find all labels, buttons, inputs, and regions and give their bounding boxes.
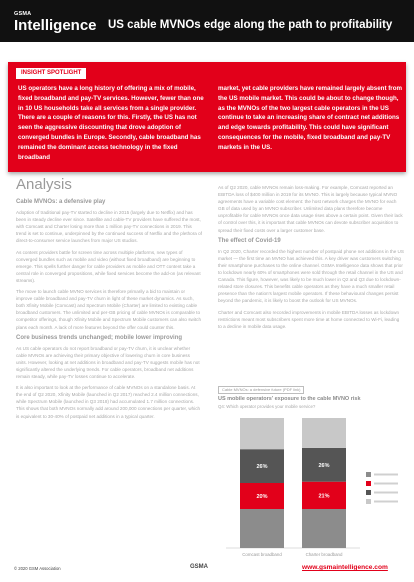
paragraph: Charter and Comcast also recorded improvements in mobile EBITDA losses as lockdown restrictions meant most subscribers spent more time at home connected to Wi-Fi, leading to a decline in mobile data usage. — [218, 309, 400, 329]
section-heading: Cable MVNOs: a defensive play — [16, 199, 106, 205]
paragraph: As of Q2 2020, cable MVNOs remain loss-making. For example, Comcast reported an EBITDA loss of $400 million in 2019 for its MVNO. This is largely because typical MVNO agreements have a variable cost element: the host network charges the MVNO for each GB of data used by an MVNO subscriber. Unlimited data plans therefore become unprofitable for cable MVNOs once data usage rises above a certain point. Given their lack of control over this, it is important that cable MVNOs can devote subscriber acquisition to spread their fixed costs over a larger customer base. — [218, 185, 403, 233]
paragraph: As US cable operators do not report broadband or pay-TV churn, it is unclear whether cable MVNOs are achieving their primary objective of lowering churn in core business units. However, looking at net additions in broadband and pay-TV suggests mobile has not significantly altered the underlying trends. For cable operators, broadband net additions remain steady, while pay-TV losses continue to accelerate. — [16, 345, 200, 380]
paragraph: The move to launch cable MVNO services is therefore primarily a bid to maintain or improve cable broadband and pay-TV churn in light of these market dynamics. As such, both Xfinity Mobile (Comcast) and Spectrum Mobile (Charter) are limited to existing cable broadband customers. The unlimited and per-GB pricing of cable MVNOs is comparable to competitor offerings, though Xfinity Mobile and Spectrum Mobile customers can also switch plans each month. A lack of more features beyond the offer could counter this. — [16, 289, 202, 330]
bar-segment — [302, 418, 346, 448]
legend-swatch — [366, 481, 371, 486]
analysis-left-column — [16, 196, 202, 424]
category-label: Comcast broadband — [242, 552, 282, 557]
data-label: 20% — [256, 494, 268, 500]
data-label: 26% — [318, 462, 330, 469]
report-header — [0, 0, 414, 42]
data-label: 26% — [256, 464, 268, 471]
brand-logo: Intelligence — [14, 17, 97, 34]
paragraph: It is also important to look at the performance of cable MVNOs on a standalone basis. At the end of Q2 2020, Xfinity Mobile (launched in Q2 2017) reached 2.4 million connections, while Spectrum Mobile (launched in Q3 2018) had accumulated 1.7 million connections. This shows that both MVNOs normally add around 200,000 connections per quarter, which is equivalent to 30-40% of postpaid net additions in a typical quarter. — [16, 385, 201, 419]
bar-segment — [302, 509, 346, 548]
figure-subtitle: Q4: Which operator provides your mobile service? — [218, 404, 316, 409]
data-label: 21% — [318, 493, 330, 500]
footer-logo: GSMA — [190, 564, 208, 570]
legend-swatch — [366, 499, 371, 504]
analysis-right-column — [218, 184, 404, 334]
spotlight-text-right: market, yet cable providers have remained largely absent from the US mobile market. This could be about to change though, as the MVNOs of the two largest cable operators in the US continue to take an increasing share of contract net additions and edge towards profitability. This could have significant consequences for the mobile, fixed broadband and pay-TV markets in the US. — [218, 85, 402, 151]
bar-segment — [240, 509, 284, 548]
section-heading: Core business trends unchanged; mobile lower improving — [16, 334, 183, 341]
analysis-heading: Analysis — [16, 176, 72, 193]
legend-swatch — [366, 472, 371, 477]
spotlight-text-left: US operators have a long history of offering a mix of mobile, fixed broadband and pay-TV services. However, fewer than one in 10 US households take all services from a single provider. There are a couple of reasons for this. Firstly, the US has not seen the aggressive discounting that drove adoption of converged bundles in Europe. Secondly, cable broadband has remained the dominant access technology in the fixed broadband — [18, 85, 204, 161]
paragraph: In Q2 2020, Charter recorded the highest number of postpaid phone net additions in the US market — the first time an MVNO has achieved this. A key driver was customers switching their smartphone purchases to the online channel. GSMA Intelligence data shows that prior to lockdown nearly 60% of smartphones were sold through the retail channel in the US and Canada. This figure, however, was likely to be much lower in Q2 and Q3 due to lockdown-related store closures. This benefits cable operators as they have a much smaller retail presence than the nation's largest mobile operators. If these behavioural changes persist beyond the pandemic, it is likely to boost the outlook for US MVNOs. — [218, 248, 404, 304]
copyright: © 2020 GSM Association — [14, 566, 61, 571]
brand-small: GSMA — [14, 11, 32, 17]
section-heading: The effect of Covid-19 — [218, 237, 281, 244]
legend-swatch — [366, 490, 371, 495]
figure-label[interactable]: Cable MVNOs: a defensive future (PDF link) — [218, 386, 304, 394]
bar-segment — [240, 418, 284, 449]
category-label: Charter broadband — [305, 552, 343, 557]
legend-label — [374, 492, 398, 494]
paragraph: Adoption of traditional pay-TV started to decline in 2015 (largely due to Netflix) and has been in steady decline ever since. Satellite and cable-TV providers have suffered the most, with Comcast and Charter losing more than 1 million pay-TV connections in 2019. This trend is set to continue, underpinned by the continued success of Netflix and the plethora of direct-to-consumer service launches from major US studios. — [16, 210, 202, 244]
legend-label — [374, 483, 398, 485]
paragraph: As content providers battle for screen time across multiple platforms, new types of converged bundles such as mobile and video (without fixed broadband) are beginning to emerge. This spells further danger for cable providers as mobile and OTT content take a central role in converged propositions, while fixed services become the add-on (as relevant streams). — [16, 249, 201, 283]
report-title: US cable MVNOs edge along the path to profitability — [108, 19, 393, 31]
stacked-bar-chart — [218, 412, 404, 562]
website-link[interactable]: www.gsmaintelligence.com — [302, 564, 388, 571]
spotlight-tag: INSIGHT SPOTLIGHT — [16, 68, 86, 79]
figure-title: US mobile operators' exposure to the cable MVNO risk — [218, 396, 361, 402]
legend-label — [374, 474, 398, 476]
legend-label — [374, 501, 398, 503]
figure — [218, 386, 404, 564]
